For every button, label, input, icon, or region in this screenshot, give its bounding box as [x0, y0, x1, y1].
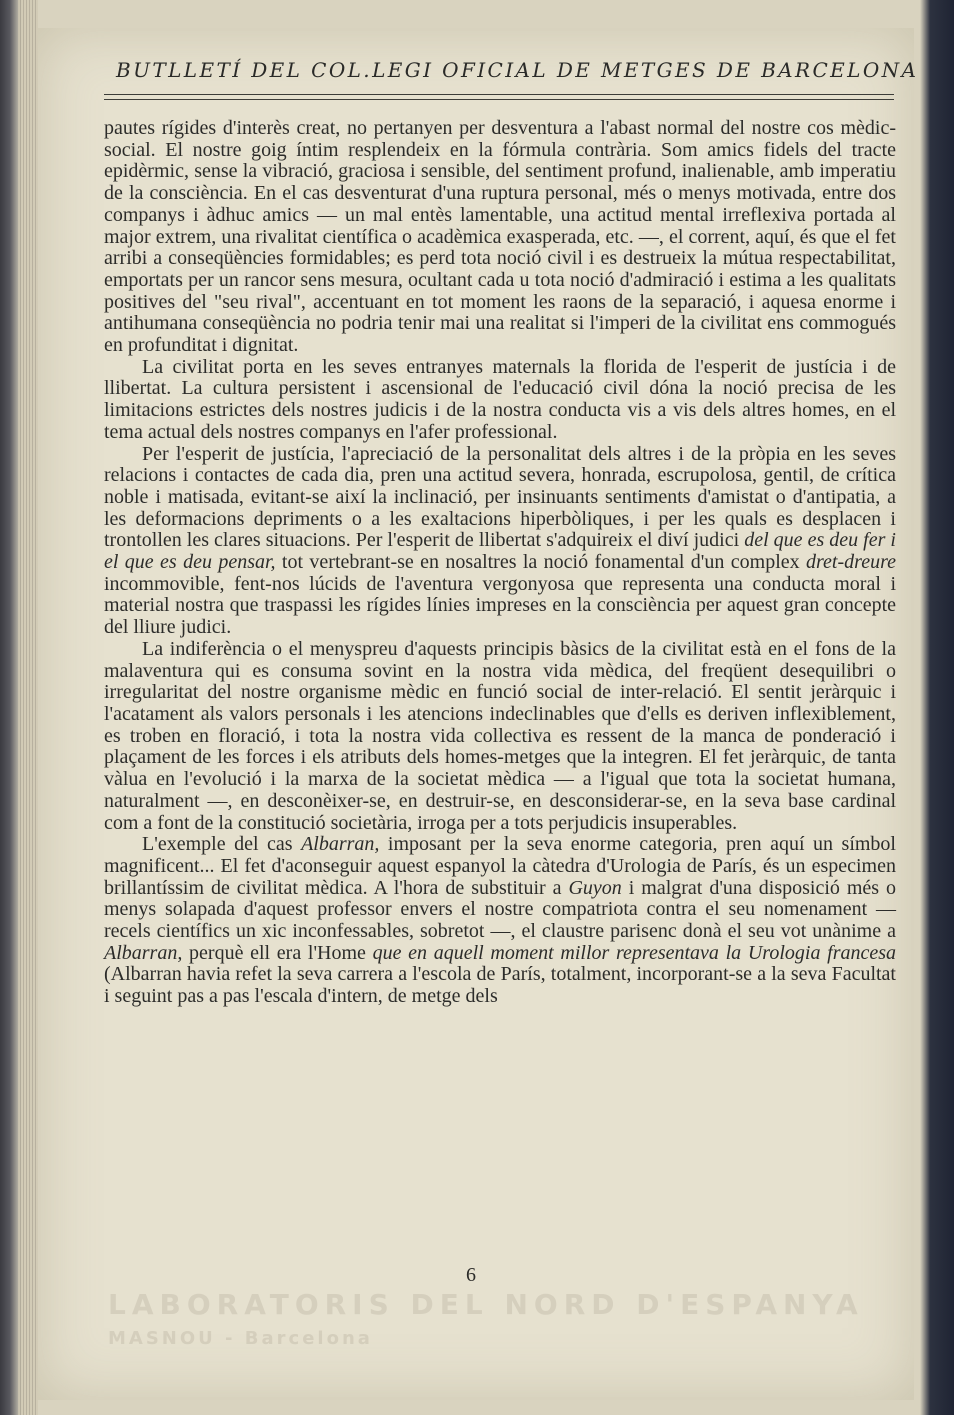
p5-italic-f: Albarran,: [104, 941, 183, 964]
article-body: [104, 118, 896, 1008]
p5-text-a: L'exemple del cas: [142, 833, 302, 856]
paragraph-3: [104, 444, 896, 639]
binding-edge: [18, 0, 38, 1415]
running-header: BUTLLETÍ DEL COL.LEGI OFICIAL DE METGES DE BARCELONA: [116, 58, 919, 82]
p3-text-c: tot vertebrant-se en nosaltres la noció fonamental d'un complex: [275, 551, 807, 574]
p5-text-c: imposant per la seva enorme categoria, pren aquí un símbol magnificent... El fet d'aconseguir aquest espanyol la càtedra d'Urologia de París, és un especimen brillantíssim de civilitat mèdica. A l'hora de substituir a: [104, 833, 896, 899]
p5-text-g: perquè ell era l'Home: [182, 941, 373, 964]
p5-italic-b: Albarran,: [301, 833, 380, 856]
page-number: 6: [466, 1264, 476, 1286]
p3-italic-d: dret-dreure: [806, 551, 896, 574]
show-through-text-1: LABORATORIS DEL NORD D'ESPANYA: [108, 1288, 864, 1321]
header-rule-thin: [104, 99, 894, 100]
p5-italic-h: que en aquell moment millor representava la Urologia francesa: [372, 941, 897, 964]
paragraph-1: pautes rígides d'interès creat, no pertanyen per desventura a l'abast normal del nostre cos mèdic-social. El nostre goig íntim resplendeix en la fórmula contrària. Som amics fidels del tracte epidèrmic, sense la vibració, graciosa i sensible, del sentiment profund, inalienable, amb imperatiu de la consciència. En el cas desventurat d'una ruptura personal, més o menys motivada, entre dos companys i àdhuc amics — un mal entès lamentable, una actitud mental irreflexiva portada al major extrem, una rivalitat científica o acadèmica exasperada, etc. —, el corrent, aquí, és que el fet arribi a conseqüències formidables; es perd tota noció civil i es destrueix la mútua respectabilitat, emportats per un rancor sens mesura, ocultant cada u tota noció d'admiració i estima a les qualitats positives del "seu rival", accentuant en tot moment les raons de la separació, i aquesa enorme i antihumana conseqüència no podria tenir mai una realitat si l'imperi de la civilitat ens commogués en profunditat i dignitat.: [104, 117, 896, 357]
p5-text-e: i malgrat d'una disposició més o menys solapada d'aquest professor envers el nostre compatriota contra el seu nomenament — recels científics un xic inconfessables, sobretot —, el claustre parisenc donà el seu vot unànime a: [104, 876, 897, 943]
p3-italic-b: del que es deu fer i el que es deu pensar,: [104, 529, 896, 574]
paragraph-4: La indiferència o el menyspreu d'aquests principis bàsics de la civilitat està en el fons de la malaventura qui es consuma sovint en la nostra vida mèdica, del freqüent desequilibri o irregularitat del nostre organisme mèdic en funció social de inter-relació. El sentit jeràrquic i l'acatament als valors personals i les atencions indeclinables que d'ells es deriven inflexiblement, es troben en floració, i tota la nostra vida collectiva es ressent de la manca de ponderació i plaçament de les forces i els atributs dels homes-metges que la integren. El fet jeràrquic, de tanta vàlua en l'evolució i la marxa de la societat mèdica — a l'igual que tota la societat humana, naturalment —, en desconèixer-se, en destruir-se, en desconsiderar-se, en la seva base cardinal com a font de la constitució societària, irroga per a tots perjudicis insuperables.: [104, 637, 896, 834]
p3-text-a: Per l'esperit de justícia, l'apreciació de la personalitat dels altres i de la pròpia en les seves relacions i contactes de cada dia, pren una actitud severa, honrada, escrupolosa, gentil, de crítica noble i matisada, evitant-se així la inclinació, per insinuants sentiments d'amistat o d'antipatia, a les deformacions depriments o a les exaltacions hiperbòliques, i per les quals es desplacen i trontollen les clares situacions. Per l'esperit de llibertat s'adquireix el diví judici: [104, 442, 896, 552]
p5-italic-d: Guyon: [568, 876, 622, 899]
paragraph-5: [104, 834, 896, 1008]
page-sheet: [38, 28, 919, 1400]
show-through-text-2: MASNOU - Barcelona: [108, 1328, 373, 1349]
header-rule: [104, 94, 894, 95]
paragraph-2: La civilitat porta en les seves entranyes maternals la florida de l'esperit de justícia i de llibertat. La cultura persistent i ascensional de l'educació civil dóna la noció precisa de les limitacions estrictes dels nostres judicis i de la nostra conducta vis a vis dels altres homes, en el tema actual dels nostres companys en l'afer professional.: [104, 355, 896, 443]
p5-text-i: (Albarran havia refet la seva carrera a l'escola de París, totalment, incorporant-se a la seva Facultat i seguint pas a pas l'escala d'intern, de metge dels: [104, 963, 896, 1008]
p3-text-e: incommovible, fent-nos lúcids de l'aventura vergonyosa que representa una conducta moral i material nostra que traspassi les rígides línies impreses en la consciència per aquest gran concepte del lliure judici.: [104, 572, 896, 639]
